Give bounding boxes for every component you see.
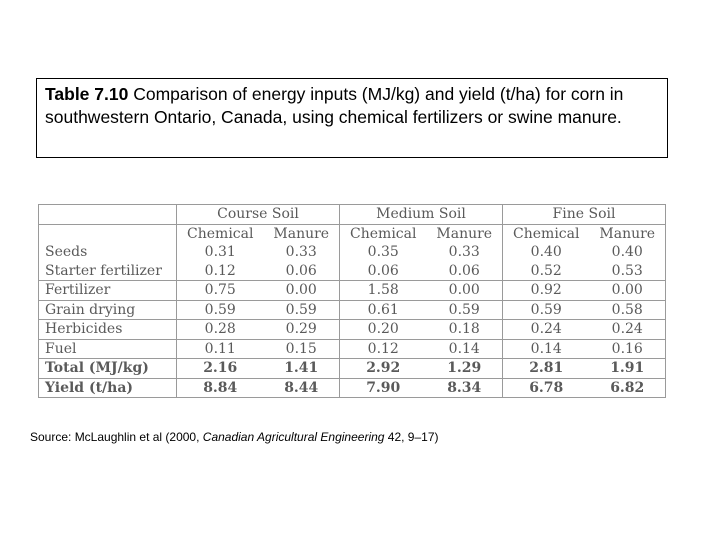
row-label: Starter fertilizer bbox=[39, 262, 177, 281]
source-suffix: 42, 9–17) bbox=[384, 430, 439, 444]
table-cell: 0.11 bbox=[177, 339, 264, 359]
header-empty-cell bbox=[39, 205, 177, 225]
table-row bbox=[39, 281, 666, 301]
table-cell: 0.24 bbox=[503, 320, 590, 340]
group-header-row bbox=[39, 205, 666, 225]
energy-table-image bbox=[38, 204, 666, 398]
group-header-medium-soil: Medium Soil bbox=[340, 205, 503, 225]
table-cell: 0.15 bbox=[264, 339, 340, 359]
table-cell: 0.00 bbox=[427, 281, 503, 301]
table-cell: 8.84 bbox=[177, 378, 264, 398]
table-cell: 0.12 bbox=[340, 339, 427, 359]
table-number: Table 7.10 bbox=[45, 84, 129, 104]
table-row bbox=[39, 262, 666, 281]
table-cell: 2.92 bbox=[340, 359, 427, 379]
row-label: Fuel bbox=[39, 339, 177, 359]
energy-inputs-table bbox=[38, 204, 666, 398]
table-cell: 0.33 bbox=[264, 243, 340, 262]
subheader-manure: Manure bbox=[264, 224, 340, 243]
row-label: Seeds bbox=[39, 243, 177, 262]
table-cell: 0.20 bbox=[340, 320, 427, 340]
table-cell: 0.61 bbox=[340, 300, 427, 320]
table-caption bbox=[36, 78, 668, 158]
table-cell: 0.40 bbox=[590, 243, 666, 262]
table-cell: 0.53 bbox=[590, 262, 666, 281]
table-cell: 0.31 bbox=[204, 244, 236, 261]
table-cell: 0.52 bbox=[503, 262, 590, 281]
table-cell: 2.16 bbox=[177, 359, 264, 379]
caption-text: Comparison of energy inputs (MJ/kg) and yield (t/ha) for corn in southwestern Ontario, Canada, using chemical fertilizers or swine manure. bbox=[45, 84, 624, 127]
table-cell: 2.81 bbox=[503, 359, 590, 379]
subheader-chemical: Chemical bbox=[350, 225, 417, 242]
table-row bbox=[39, 300, 666, 320]
table-cell: 0.24 bbox=[590, 320, 666, 340]
source-journal: Canadian Agricultural Engineering bbox=[202, 430, 385, 444]
row-label: Yield (t/ha) bbox=[39, 378, 177, 398]
table-cell: 1.91 bbox=[590, 359, 666, 379]
table-row bbox=[39, 320, 666, 340]
table-cell: 0.40 bbox=[530, 244, 562, 261]
table-cell: 1.58 bbox=[340, 281, 427, 301]
subheader-chemical: Chemical bbox=[513, 225, 580, 242]
table-cell: 0.59 bbox=[427, 300, 503, 320]
table-row bbox=[39, 339, 666, 359]
table-cell: 0.06 bbox=[264, 262, 340, 281]
table-cell: 0.00 bbox=[264, 281, 340, 301]
table-cell: 6.82 bbox=[590, 378, 666, 398]
table-cell: 0.16 bbox=[590, 339, 666, 359]
table-cell: 0.06 bbox=[340, 262, 427, 281]
table-cell: 0.28 bbox=[177, 320, 264, 340]
table-cell: 0.59 bbox=[503, 300, 590, 320]
table-cell: 7.90 bbox=[340, 378, 427, 398]
table-cell: 6.78 bbox=[503, 378, 590, 398]
table-cell: 0.14 bbox=[503, 339, 590, 359]
total-row bbox=[39, 359, 666, 379]
group-header-fine-soil: Fine Soil bbox=[503, 205, 666, 225]
table-cell: 0.06 bbox=[427, 262, 503, 281]
subheader-row bbox=[39, 224, 666, 243]
group-header-course-soil: Course Soil bbox=[177, 205, 340, 225]
subheader-empty-cell bbox=[39, 224, 177, 243]
source-prefix: Source: McLaughlin et al (2000, bbox=[30, 430, 203, 444]
table-cell: 1.29 bbox=[427, 359, 503, 379]
table-cell: 0.14 bbox=[427, 339, 503, 359]
row-label: Total (MJ/kg) bbox=[39, 359, 177, 379]
row-label: Fertilizer bbox=[39, 281, 177, 301]
table-cell: 0.59 bbox=[264, 300, 340, 320]
row-label: Herbicides bbox=[39, 320, 177, 340]
table-row bbox=[39, 243, 666, 262]
yield-row bbox=[39, 378, 666, 398]
table-cell: 0.00 bbox=[590, 281, 666, 301]
table-cell: 8.44 bbox=[264, 378, 340, 398]
table-cell: 0.29 bbox=[264, 320, 340, 340]
table-cell: 0.92 bbox=[503, 281, 590, 301]
table-cell: 0.59 bbox=[177, 300, 264, 320]
row-label: Grain drying bbox=[39, 300, 177, 320]
subheader-chemical: Chemical bbox=[187, 225, 254, 242]
source-citation bbox=[30, 430, 439, 444]
table-cell: 0.58 bbox=[590, 300, 666, 320]
table-cell: 0.12 bbox=[177, 262, 264, 281]
table-cell: 0.75 bbox=[177, 281, 264, 301]
subheader-manure: Manure bbox=[590, 224, 666, 243]
table-cell: 0.35 bbox=[367, 244, 399, 261]
table-cell: 0.18 bbox=[427, 320, 503, 340]
table-cell: 1.41 bbox=[264, 359, 340, 379]
table-cell: 8.34 bbox=[427, 378, 503, 398]
subheader-manure: Manure bbox=[427, 224, 503, 243]
table-cell: 0.33 bbox=[427, 243, 503, 262]
